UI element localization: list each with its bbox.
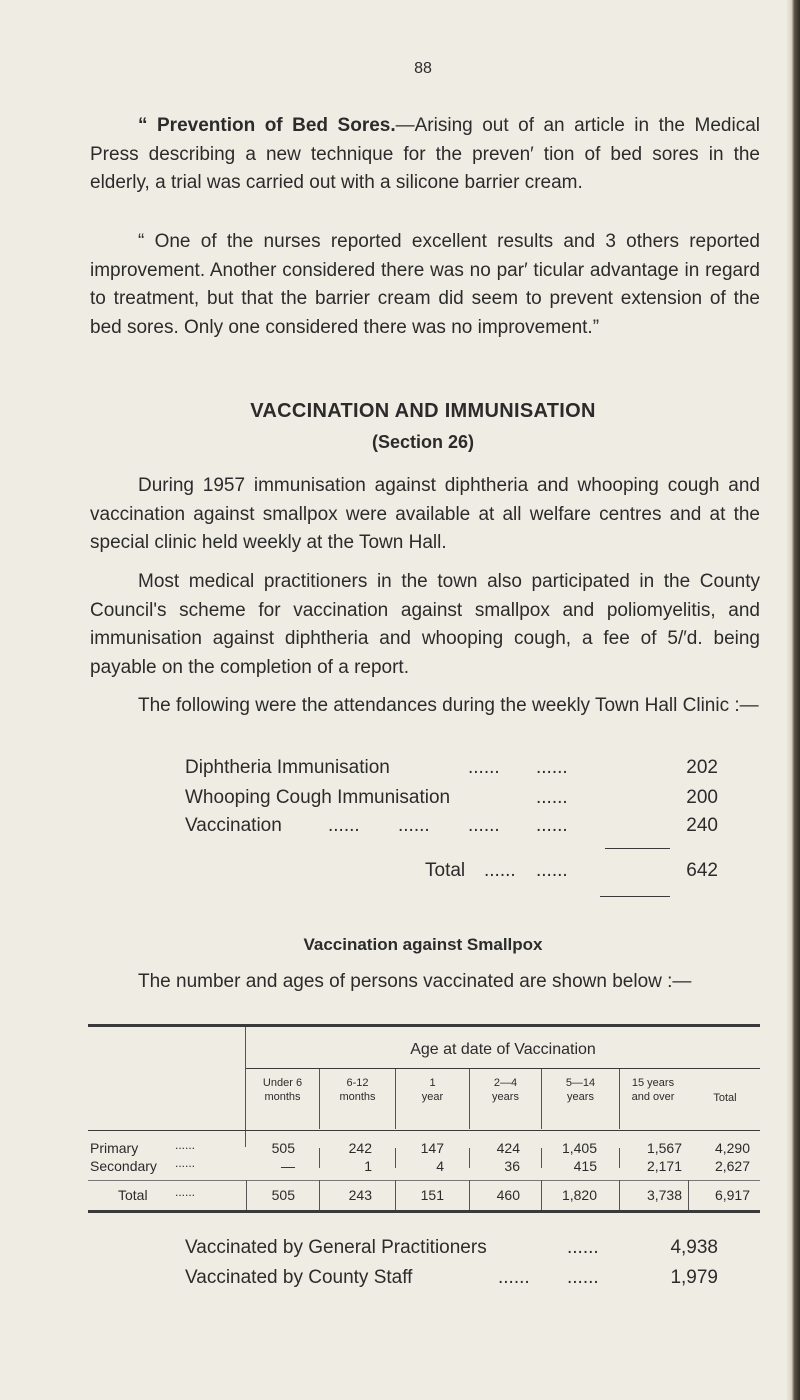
table-cell: 424: [496, 1140, 520, 1156]
attendance-value: 200: [686, 787, 718, 808]
table-top-rule: [88, 1024, 760, 1027]
vaccination-paragraph-2: Most medical practitioners in the town also participated in the County Council's scheme for vaccination against smallpox and poliomyelitis, and immunisation against diphtheria and whooping cough, a fee of 5/′d. being payable on the completion of a report.: [90, 571, 760, 678]
table-total-cell: 151: [420, 1187, 444, 1203]
page-number: 88: [414, 60, 432, 77]
table-cell: 1,405: [561, 1140, 597, 1156]
attendance-label: Vaccination: [185, 815, 282, 836]
table-cell: 4: [436, 1158, 444, 1174]
vaccinated-by-row: [0, 1237, 800, 1267]
attendance-label: Diphtheria Immunisation: [185, 757, 390, 778]
table-total-cell: 460: [496, 1187, 520, 1203]
column-header: 1 year: [421, 1077, 444, 1103]
attendance-label: Whooping Cough Immunisation: [185, 787, 451, 808]
sum-rule: [605, 848, 670, 849]
table-group-header: Age at date of Vaccination: [410, 1041, 596, 1058]
table-cell: 1: [364, 1158, 372, 1174]
table-cell: 505: [271, 1140, 295, 1156]
attendance-row: [0, 757, 800, 785]
attendance-total-row: [0, 860, 800, 888]
table-total-cell: 3,738: [646, 1187, 682, 1203]
column-header: Under 6 months: [262, 1077, 303, 1103]
column-header: 15 years and over: [631, 1077, 675, 1103]
leader-dots: ......: [484, 860, 516, 881]
row-label: Primary: [90, 1140, 139, 1156]
table-subtotal-rule: [88, 1180, 760, 1181]
table-cell: 4,290: [714, 1140, 750, 1156]
vaccinated-by-value: 4,938: [670, 1237, 718, 1258]
leader-dots: ......: [328, 815, 360, 836]
vaccinated-by-row: [0, 1267, 800, 1297]
column-header: 2—4 years: [492, 1077, 519, 1103]
table-cell: 2,627: [714, 1158, 750, 1174]
table-cell: 36: [504, 1158, 520, 1174]
table-cell: 1,567: [646, 1140, 682, 1156]
smallpox-intro: The number and ages of persons vaccinated are shown below :—: [138, 971, 692, 992]
table-cell: —: [281, 1158, 295, 1174]
table-header-rule: [88, 1130, 760, 1131]
leader-dots: ......: [468, 815, 500, 836]
bed-sores-text: —Arising out of an article in the Medical Press describing a new technique for the preven′ tion of bed sores in the elderly, a trial was carried out with a silicone barrier cream.: [90, 115, 760, 193]
row-label: Secondary: [90, 1158, 157, 1174]
attendance-row: [0, 787, 800, 815]
leader-dots: ......: [536, 757, 568, 778]
table-total-cell: 243: [348, 1187, 372, 1203]
table-cell: 242: [348, 1140, 372, 1156]
leader-dots: ......: [536, 787, 568, 808]
bed-sores-paragraph: [90, 112, 760, 198]
leader-dots: ......: [175, 1156, 196, 1170]
leader-dots: ......: [175, 1138, 196, 1152]
vaccinated-by-label: Vaccinated by County Staff: [185, 1267, 413, 1288]
table-column-divider: [688, 1180, 689, 1210]
attendance-value: 202: [686, 757, 718, 778]
attendance-row: [0, 815, 800, 843]
vaccinated-by-label: Vaccinated by General Practitioners: [185, 1237, 487, 1258]
leader-dots: ......: [567, 1237, 599, 1258]
table-total-cell: 6,917: [714, 1187, 750, 1203]
total-rule: [600, 896, 670, 897]
nurses-report-paragraph: “ One of the nurses reported excellent results and 3 others reported improvement. Another considered there was no par′ ticular advantage in regard to treatment, but that the barrier cream did seem to prevent extension of the bed sores. Only one considered there was no improvement.”: [90, 231, 760, 338]
vaccination-paragraph-3: The following were the attendances during the weekly Town Hall Clinic :—: [138, 695, 759, 716]
bed-sores-title: “ Prevention of Bed Sores.: [138, 115, 396, 136]
leader-dots: ......: [536, 860, 568, 881]
table-cell: 147: [420, 1140, 444, 1156]
table-group-rule: [246, 1068, 760, 1069]
leader-dots: ......: [468, 757, 500, 778]
column-header: Total: [713, 1092, 737, 1104]
vaccination-paragraph-1: During 1957 immunisation against diphtheria and whooping cough and vaccination against smallpox were available at all welfare centres and at the special clinic held weekly at the Town Hall.: [90, 475, 760, 553]
table-total-cell: 505: [271, 1187, 295, 1203]
leader-dots: ......: [567, 1267, 599, 1288]
row-label: Total: [118, 1187, 148, 1203]
leader-dots: ......: [175, 1185, 196, 1199]
attendance-total-value: 642: [686, 860, 718, 881]
leader-dots: ......: [398, 815, 430, 836]
leader-dots: ......: [536, 815, 568, 836]
leader-dots: ......: [498, 1267, 530, 1288]
section-subheading: (Section 26): [371, 432, 475, 452]
table-cell: 415: [573, 1158, 597, 1174]
column-header: 6-12 months: [339, 1077, 376, 1103]
table-cell: 2,171: [646, 1158, 682, 1174]
table-total-cell: 1,820: [561, 1187, 597, 1203]
smallpox-heading: Vaccination against Smallpox: [303, 935, 543, 954]
column-header: 5—14 years: [565, 1077, 596, 1103]
attendance-value: 240: [686, 815, 718, 836]
attendance-total-label: Total: [425, 860, 466, 881]
vaccinated-by-value: 1,979: [670, 1267, 718, 1288]
table-bottom-rule: [88, 1210, 760, 1213]
section-heading: VACCINATION AND IMMUNISATION: [250, 400, 596, 422]
book-spine-edge: [786, 0, 800, 1400]
